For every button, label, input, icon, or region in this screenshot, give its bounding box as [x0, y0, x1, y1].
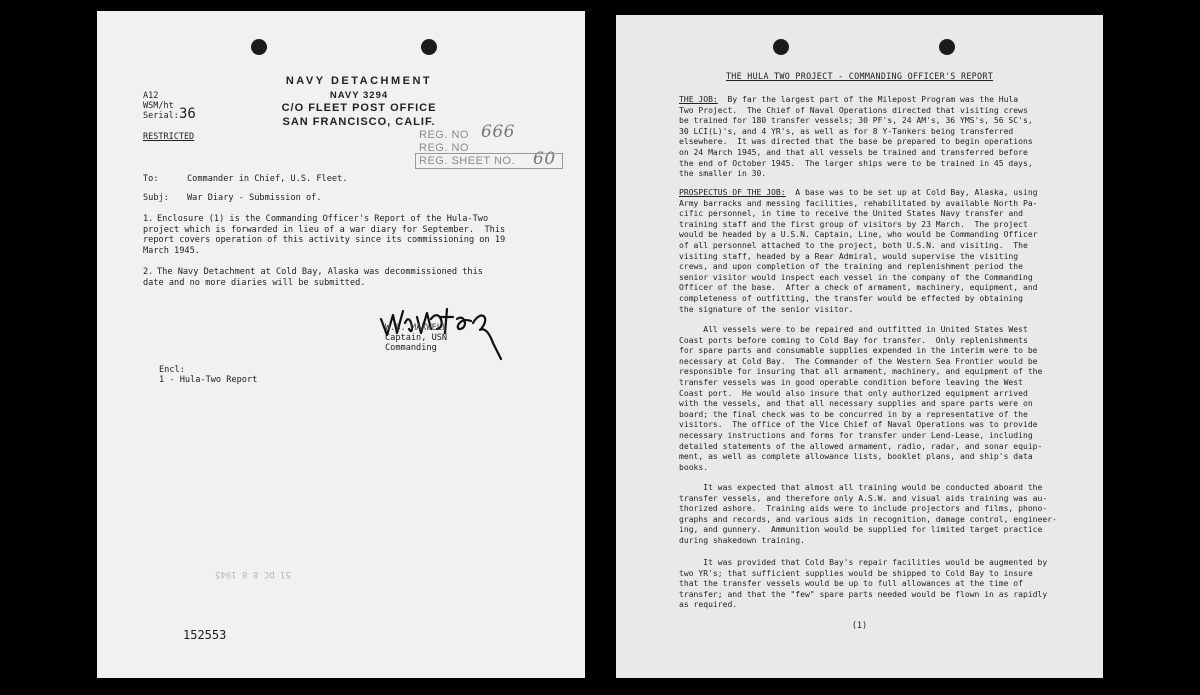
- paragraph-line: as required.: [679, 600, 738, 610]
- paragraph-line: ing, and gunnery. Ammunition would be supplied for limited target practice: [679, 525, 1043, 535]
- file-code: A12: [143, 91, 159, 101]
- paragraph-line: It was expected that almost all training would be conducted aboard the: [679, 483, 1043, 492]
- letterhead-navy-number: NAVY 3294: [329, 90, 389, 101]
- reg-sheet-label: REG. SHEET NO.: [419, 155, 516, 167]
- punch-hole: [421, 39, 437, 55]
- cover-letter-page: [97, 11, 585, 678]
- paragraph-line: detailed statements of the allowed armament, radio, radar, and sonar equip-: [679, 441, 1043, 451]
- job-line: be trained for 180 transfer vessels; 30 PF's, 24 AM's, 36 YMS's, 56 SC's,: [679, 116, 1033, 126]
- job-line: By far the largest part of the Milepost Program was the Hula: [727, 95, 1019, 104]
- paragraph-line: books.: [679, 462, 709, 472]
- prospectus-line: completeness of outfitting, the transfer would be effected by obtaining: [679, 293, 1023, 303]
- paragraph-line: ment, as well as complete allowance lists, booklet plans, and ship's data: [679, 452, 1033, 462]
- initials: WSM/ht: [143, 101, 174, 111]
- prospectus-section: [679, 188, 1099, 315]
- paragraph-line: graphs and records, and various aids in recognition, damage control, engineer-: [679, 514, 1057, 524]
- paragraph-line: Coast port. He would also insure that only authorized equipment arrived: [679, 388, 1028, 398]
- paragraph-line: that the transfer vessels would be up to full allowances at the time of: [679, 579, 1023, 589]
- prospectus-line: A base was to be set up at Cold Bay, Alaska, using: [795, 188, 1038, 197]
- prospectus-line: the signature of the senior visitor.: [679, 304, 854, 314]
- para1-line: Enclosure (1) is the Commanding Officer's Report of the Hula-Two: [157, 214, 489, 224]
- prospectus-line: Officer of the base. After a check of armament, machinery, equipment, and: [679, 283, 1038, 293]
- paragraph-line: two YR's; that sufficient supplies would be shipped to Cold Bay to insure: [679, 568, 1033, 578]
- letterhead-city: SAN FRANCISCO, CALIF.: [282, 116, 436, 128]
- signer-rank: Captain, USN: [385, 333, 448, 343]
- document-number: 152553: [183, 628, 227, 642]
- reg-no-label-2: REG. NO: [419, 142, 469, 154]
- paragraph-line: transfer; and that the "few" spare parts needed would be flown in as rapidly: [679, 589, 1048, 599]
- serial-label: Serial:: [143, 111, 179, 121]
- job-line: elsewhere. It was directed that the base be prepared to begin operations: [679, 137, 1033, 147]
- para1-line: report covers operation of this activity since its commissioning on 19: [143, 235, 506, 245]
- job-line: the smaller in 30.: [679, 169, 767, 179]
- subj-value: War Diary - Submission of.: [187, 193, 322, 203]
- signer-name: W.S. MAXWELL: [385, 323, 448, 333]
- serial-number: 36: [179, 106, 196, 122]
- job-line: the end of October 1945. The larger ships were to be trained in 45 days,: [679, 158, 1033, 168]
- paragraph-line: for spare parts and consumable supplies expended in the interim were to be: [679, 346, 1038, 356]
- reg-sheet-value: 60: [533, 149, 556, 169]
- paragraph-line: All vessels were to be repaired and outfitted in United States West: [679, 325, 1028, 334]
- paragraph-line: during shakedown training.: [679, 535, 805, 545]
- job-line: 30 LCI(L)'s, and 4 YR's, as well as for 8 Y-Tankers being transferred: [679, 126, 1014, 136]
- repair-paragraph: [679, 558, 1099, 611]
- page-number: (1): [851, 621, 868, 631]
- job-section: [679, 95, 1099, 180]
- to-value: Commander in Chief, U.S. Fleet.: [187, 174, 348, 184]
- job-line: on 24 March 1945, and that all vessels be trained and transferred before: [679, 147, 1028, 157]
- prospectus-heading: PROSPECTUS OF THE JOB:: [679, 188, 786, 197]
- prospectus-line: training staff and the first group of visitors by 23 March. The project: [679, 219, 1028, 229]
- prospectus-line: senior visitor would inspect each vessel in the company of the Commanding: [679, 272, 1033, 282]
- para1-line: project which is forwarded in lieu of a war diary for September. This: [143, 224, 506, 235]
- stamp-border: [415, 153, 563, 169]
- report-page: [616, 15, 1103, 678]
- date-stamp: 51 DC 8 8 1945: [215, 569, 291, 579]
- prospectus-line: crews, and upon completion of the training and replenishment period the: [679, 262, 1023, 272]
- para2-number: 2.: [143, 267, 154, 277]
- enclosure-item: 1 - Hula-Two Report: [159, 375, 258, 385]
- subj-label: Subj:: [143, 193, 169, 203]
- punch-hole: [773, 39, 789, 55]
- prospectus-line: cific personnel, in time to receive the United States Navy transfer and: [679, 209, 1023, 219]
- report-title: THE HULA TWO PROJECT - COMMANDING OFFICER'S REPORT: [725, 71, 994, 81]
- classification: RESTRICTED: [143, 132, 195, 142]
- paragraph-line: necessary at Cold Bay. The Commander of the Western Sea Frontier would be: [679, 356, 1038, 366]
- para2-line: date and no more diaries will be submitted.: [143, 277, 366, 288]
- letterhead-title: NAVY DETACHMENT: [285, 75, 433, 87]
- paragraph-line: necessary instructions and forms for transfer under Lend-Lease, including: [679, 430, 1033, 440]
- para1-line: March 1945.: [143, 245, 200, 256]
- to-label: To:: [143, 174, 159, 184]
- prospectus-line: Army barracks and messing facilities, rehabilitated by available North Pa-: [679, 198, 1038, 208]
- prospectus-line: visiting staff, headed by a Rear Admiral, would supervise the visiting: [679, 251, 1019, 261]
- outfitting-paragraph: [679, 325, 1099, 473]
- punch-hole: [939, 39, 955, 55]
- paragraph-line: transfer vessels, and therefore only A.S.W. and visual aids training was au-: [679, 493, 1048, 503]
- paragraph-line: transfer vessels was in good operable condition before leaving the West: [679, 377, 1023, 387]
- paragraph-line: It was provided that Cold Bay's repair facilities would be augmented by: [679, 558, 1048, 567]
- reg-no-label: REG. NO: [419, 129, 469, 141]
- reg-no-value: 666: [481, 122, 515, 142]
- job-line: Two Project. The Chief of Naval Operations directed that visiting crews: [679, 105, 1028, 115]
- job-heading: THE JOB:: [679, 95, 718, 104]
- paragraph-line: visitors. The office of the Vice Chief of Naval Operations was to provide: [679, 420, 1038, 430]
- paragraph-line: with the vessels, and that all necessary supplies and spare parts were on: [679, 399, 1033, 409]
- paragraph-line: board; the final check was to be concurred in by a representative of the: [679, 409, 1028, 419]
- paragraph-line: thorized ashore. Training aids were to include projectors and films, phono-: [679, 504, 1048, 514]
- registry-stamp: [415, 122, 565, 171]
- punch-hole: [251, 39, 267, 55]
- paragraph-line: Coast ports before coming to Cold Bay for transfer. Only replenishments: [679, 335, 1028, 345]
- para2-line: The Navy Detachment at Cold Bay, Alaska was decommissioned this: [157, 267, 483, 277]
- paragraph-line: responsible for insuring that all armament, machinery, and equipment of the: [679, 367, 1043, 377]
- training-paragraph: [679, 483, 1099, 547]
- signer-role: Commanding: [385, 343, 437, 353]
- letterhead-post-office: C/O FLEET POST OFFICE: [281, 102, 437, 114]
- para1-number: 1.: [143, 214, 154, 224]
- prospectus-line: would be headed by a U.S.N. Captain, Line, who would be Commanding Officer: [679, 230, 1038, 240]
- prospectus-line: of all personnel attached to the project, both U.S.N. and visiting. The: [679, 240, 1028, 250]
- enclosure-label: Encl:: [159, 365, 185, 375]
